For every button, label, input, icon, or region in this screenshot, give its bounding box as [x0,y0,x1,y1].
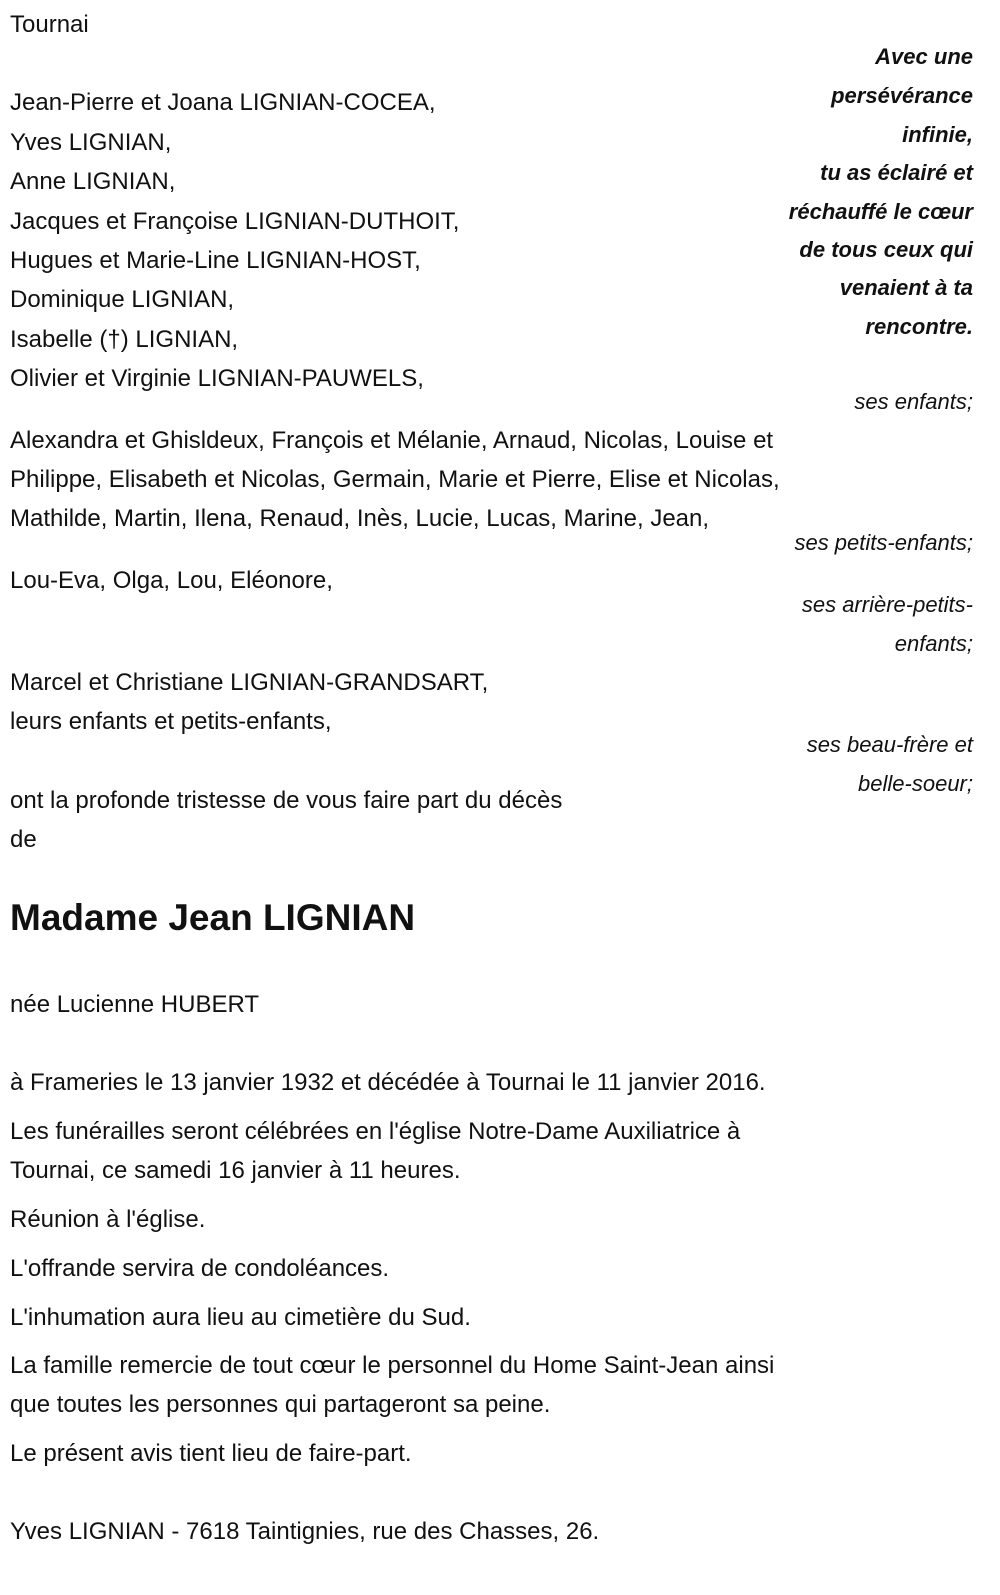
in-laws-label: belle-soeur; [858,771,973,796]
great-grandchildren-label: enfants; [894,631,973,656]
child: Jacques et Françoise LIGNIAN-DUTHOIT, [10,208,460,235]
in-laws-line: leurs enfants et petits-enfants, [10,708,332,735]
quote-line: Avec une [875,44,973,69]
child: Hugues et Marie-Line LIGNIAN-HOST, [10,247,421,274]
quote-line: rencontre. [865,314,973,339]
birth-name: née Lucienne HUBERT [10,991,260,1018]
detail-line: Les funérailles seront célébrées en l'église Notre-Dame Auxiliatrice à [10,1118,741,1145]
child: Olivier et Virginie LIGNIAN-PAUWELS, [10,365,424,392]
quote-line: venaient à ta [839,275,973,300]
deceased-name: Madame Jean LIGNIAN [10,897,416,938]
in-laws-line: Marcel et Christiane LIGNIAN-GRANDSART, [10,669,489,696]
place: Tournai [10,11,89,38]
children-label: ses enfants; [854,389,973,414]
detail-line: L'offrande servira de condoléances. [10,1255,390,1282]
announcement-line: de [10,826,37,853]
in-laws-label: ses beau-frère et [806,732,973,757]
detail-line: La famille remercie de tout cœur le personnel du Home Saint-Jean ainsi [10,1352,775,1379]
great-grandchildren: Lou-Eva, Olga, Lou, Eléonore, [10,567,333,594]
detail-line: Tournai, ce samedi 16 janvier à 11 heures. [10,1157,461,1184]
quote-line: infinie, [902,122,973,147]
detail-line: Réunion à l'église. [10,1206,206,1233]
great-grandchildren-label: ses arrière-petits- [801,592,973,617]
child: Jean-Pierre et Joana LIGNIAN-COCEA, [10,89,436,116]
detail-line: que toutes les personnes qui partageront sa peine. [10,1391,551,1418]
child: Dominique LIGNIAN, [10,286,235,313]
child: Anne LIGNIAN, [10,168,176,195]
detail-line: Le présent avis tient lieu de faire-part. [10,1440,412,1467]
quote-line: de tous ceux qui [799,237,973,262]
quote-line: persévérance [831,83,973,108]
grandchildren-label: ses petits-enfants; [794,530,973,555]
child: Yves LIGNIAN, [10,129,172,156]
quote-line: réchauffé le cœur [788,199,973,224]
grandchildren-line: Mathilde, Martin, Ilena, Renaud, Inès, Lucie, Lucas, Marine, Jean, [10,505,710,532]
grandchildren-line: Alexandra et Ghisldeux, François et Mélanie, Arnaud, Nicolas, Louise et [10,427,774,454]
announcement-line: ont la profonde tristesse de vous faire part du décès [10,787,563,814]
quote-line: tu as éclairé et [820,160,973,185]
child: Isabelle (†) LIGNIAN, [10,326,239,353]
grandchildren-line: Philippe, Elisabeth et Nicolas, Germain, Marie et Pierre, Elise et Nicolas, [10,466,780,493]
detail-line: L'inhumation aura lieu au cimetière du Sud. [10,1304,471,1331]
detail-line: à Frameries le 13 janvier 1932 et décédée à Tournai le 11 janvier 2016. [10,1069,766,1096]
contact-address: Yves LIGNIAN - 7618 Taintignies, rue des Chasses, 26. [10,1518,600,1545]
